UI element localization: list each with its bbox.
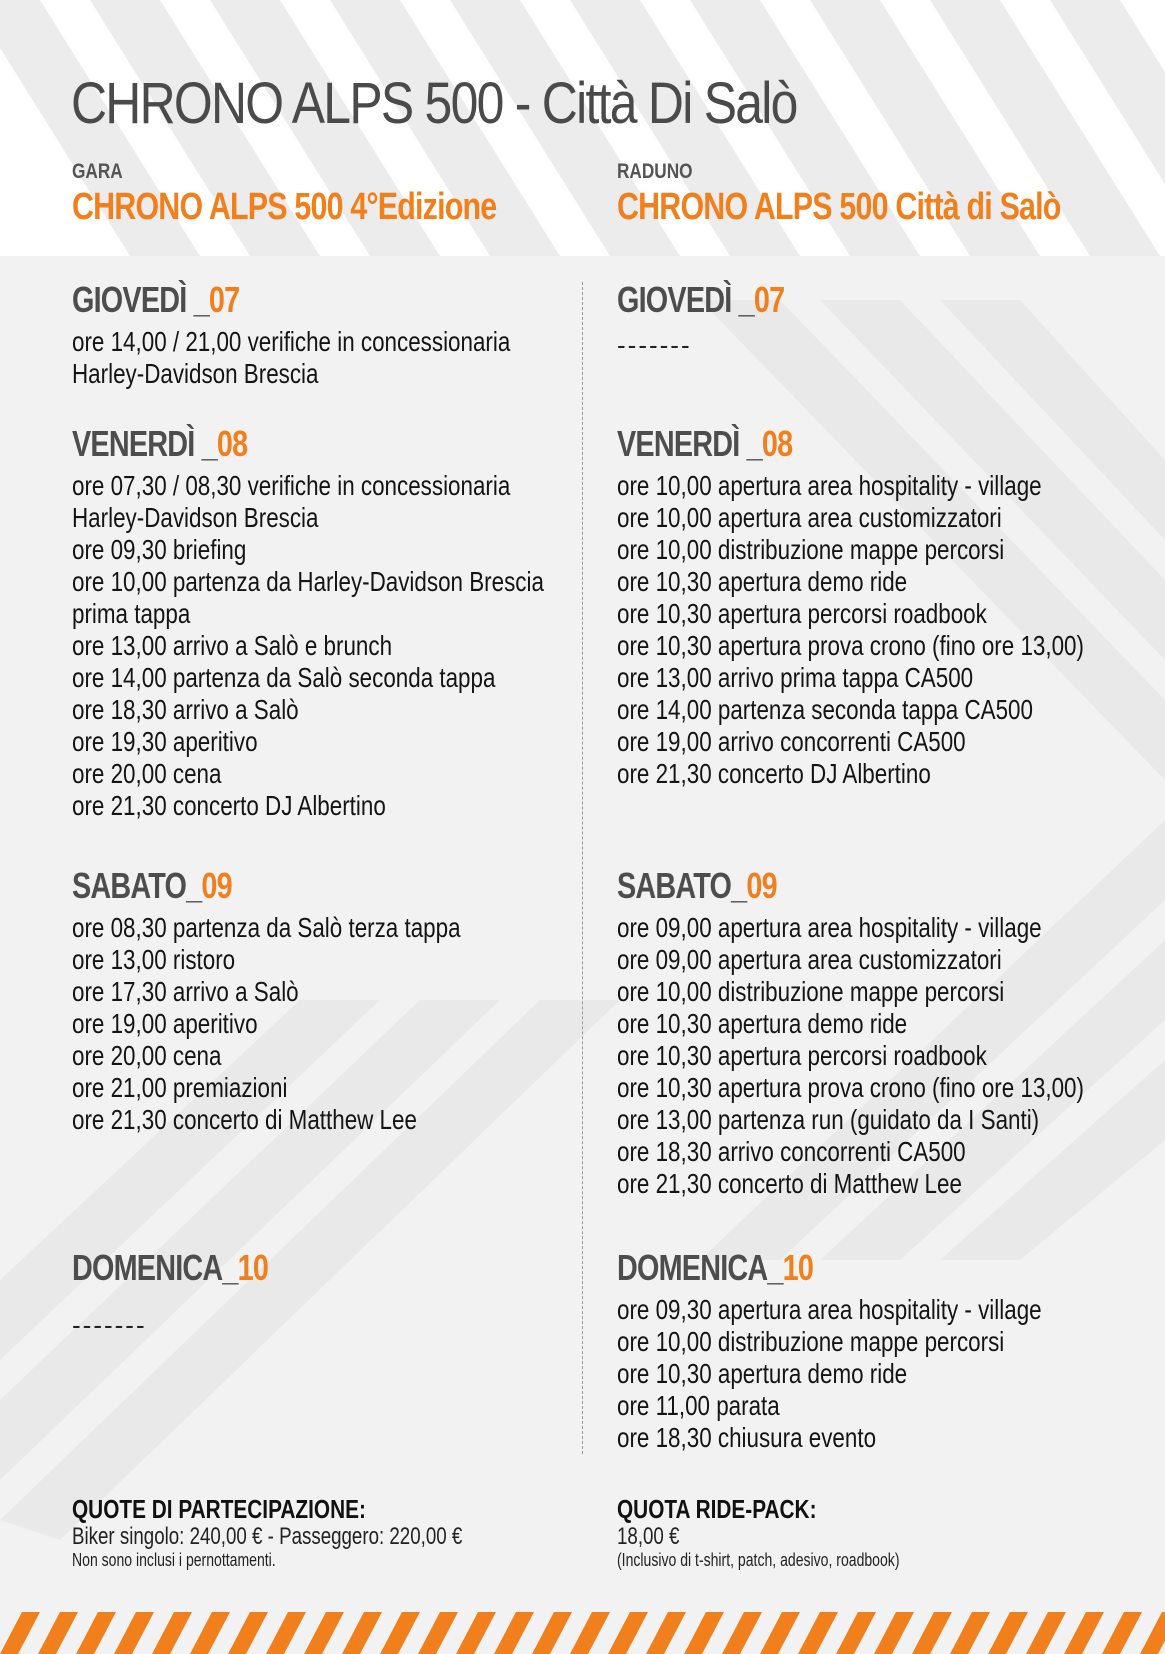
day-number: 08 <box>761 423 793 464</box>
schedule-item: ore 19,00 arrivo concorrenti CA500 <box>617 726 966 757</box>
schedule-item: ore 10,00 distribuzione mappe percorsi <box>617 534 1005 565</box>
day-number: 09 <box>201 865 232 906</box>
schedule-list <box>72 470 592 822</box>
schedule-item: ore 10,00 distribuzione mappe percorsi <box>617 976 1005 1007</box>
schedule-item: ore 14,00 / 21,00 verifiche in concessionaria <box>72 326 511 357</box>
schedule-item: Harley-Davidson Brescia <box>72 502 319 533</box>
schedule-item: ore 19,30 aperitivo <box>72 726 258 757</box>
day-heading <box>617 864 1033 908</box>
day-number: 10 <box>782 1247 814 1288</box>
schedule-list <box>617 1294 1137 1454</box>
day-heading <box>72 864 488 908</box>
right-event-title: CHRONO ALPS 500 Città di Salò <box>617 186 1061 228</box>
schedule-item: ore 10,30 apertura percorsi roadbook <box>617 598 987 629</box>
schedule-item: ore 21,30 concerto di Matthew Lee <box>617 1168 962 1199</box>
fees-note: Non sono inclusi i pernottamenti. <box>72 1550 276 1570</box>
left-event-title: CHRONO ALPS 500 4°Edizione <box>72 186 497 228</box>
no-events-placeholder: ------- <box>617 330 692 360</box>
day-name: SABATO_ <box>72 865 202 906</box>
schedule-item: ore 18,30 arrivo a Salò <box>72 694 299 725</box>
schedule-item: ore 11,00 parata <box>617 1390 780 1421</box>
schedule-item: ore 10,00 apertura area customizzatori <box>617 502 1002 533</box>
schedule-item: ore 18,30 arrivo concorrenti CA500 <box>617 1136 966 1167</box>
schedule-item: ore 18,30 chiusura evento <box>617 1422 877 1453</box>
schedule-item: ore 21,30 concerto di Matthew Lee <box>72 1104 417 1135</box>
schedule-item: ore 10,00 distribuzione mappe percorsi <box>617 1326 1005 1357</box>
schedule-item: ore 09,30 apertura area hospitality - village <box>617 1294 1042 1325</box>
schedule-list <box>617 912 1137 1200</box>
schedule-item: ore 13,00 arrivo a Salò e brunch <box>72 630 393 661</box>
title-main: CHRONO ALPS 500 <box>71 71 503 136</box>
ride-pack-price: 18,00 € <box>617 1523 680 1550</box>
schedule-item: ore 10,00 apertura area hospitality - village <box>617 470 1042 501</box>
schedule-item: ore 10,30 apertura demo ride <box>617 1358 908 1389</box>
schedule-item: ore 09,00 apertura area hospitality - village <box>617 912 1042 943</box>
schedule-item: ore 10,30 apertura prova crono (fino ore 13,00) <box>617 1072 1084 1103</box>
day-number: 10 <box>237 1247 269 1288</box>
day-name: SABATO_ <box>617 865 747 906</box>
schedule-list <box>72 326 592 390</box>
schedule-item: ore 10,30 apertura demo ride <box>617 566 908 597</box>
schedule-item: ore 20,00 cena <box>72 758 222 789</box>
ride-pack-title: QUOTA RIDE-PACK: <box>617 1494 817 1524</box>
schedule-list <box>617 470 1137 790</box>
schedule-item: prima tappa <box>72 598 191 629</box>
schedule-item: ore 14,00 partenza seconda tappa CA500 <box>617 694 1033 725</box>
schedule-item: ore 13,00 ristoro <box>72 944 236 975</box>
day-number: 09 <box>746 865 777 906</box>
schedule-item: ore 21,00 premiazioni <box>72 1072 288 1103</box>
schedule-list <box>72 912 592 1136</box>
schedule-item: ore 09,30 briefing <box>72 534 247 565</box>
day-thursday <box>617 278 1137 361</box>
schedule-item: ore 19,00 aperitivo <box>72 1008 258 1039</box>
day-thursday <box>72 278 592 390</box>
schedule-item: ore 20,00 cena <box>72 1040 222 1071</box>
schedule-item: ore 07,30 / 08,30 verifiche in concessionaria <box>72 470 511 501</box>
day-number: 07 <box>753 279 785 320</box>
schedule-item: ore 17,30 arrivo a Salò <box>72 976 299 1007</box>
schedule-item: Harley-Davidson Brescia <box>72 358 319 389</box>
day-sunday <box>617 1246 1137 1454</box>
day-number: 08 <box>216 423 248 464</box>
schedule-item: ore 10,30 apertura prova crono (fino ore 13,00) <box>617 630 1084 661</box>
fees-title: QUOTE DI PARTECIPAZIONE: <box>72 1494 366 1524</box>
ride-pack-note: (Inclusivo di t-shirt, patch, adesivo, roadbook) <box>617 1550 900 1570</box>
schedule-item: ore 13,00 partenza run (guidato da I Santi) <box>617 1104 1040 1135</box>
day-friday <box>617 422 1137 790</box>
day-name: VENERDÌ _ <box>617 423 762 464</box>
day-heading <box>617 1246 1033 1290</box>
schedule-item: ore 14,00 partenza da Salò seconda tappa <box>72 662 496 693</box>
schedule-item: ore 10,00 partenza da Harley-Davidson Brescia <box>72 566 544 597</box>
day-name: DOMENICA_ <box>617 1247 783 1288</box>
schedule-item: ore 21,30 concerto DJ Albertino <box>72 790 386 821</box>
day-heading <box>617 422 1033 466</box>
day-heading <box>617 278 1033 322</box>
fees-prices: Biker singolo: 240,00 € - Passeggero: 220,00 € <box>72 1523 463 1550</box>
schedule-item: ore 21,30 concerto DJ Albertino <box>617 758 931 789</box>
day-sunday <box>72 1246 592 1341</box>
day-number: 07 <box>208 279 240 320</box>
participation-fees <box>72 1494 592 1570</box>
title-separator: - <box>502 71 542 136</box>
title-sub: Città Di Salò <box>541 71 797 136</box>
day-heading <box>72 422 488 466</box>
day-heading <box>72 1246 488 1290</box>
day-name: GIOVEDÌ _ <box>72 279 209 320</box>
day-saturday <box>72 864 592 1136</box>
right-column-label: RADUNO <box>617 160 693 183</box>
day-heading <box>72 278 488 322</box>
no-events-placeholder: ------- <box>72 1310 147 1340</box>
page-title <box>71 70 797 137</box>
schedule-item: ore 10,30 apertura percorsi roadbook <box>617 1040 987 1071</box>
left-column-label: GARA <box>72 160 123 183</box>
schedule-item: ore 10,30 apertura demo ride <box>617 1008 908 1039</box>
schedule-item: ore 13,00 arrivo prima tappa CA500 <box>617 662 974 693</box>
ride-pack-fee <box>617 1494 1137 1570</box>
day-name: GIOVEDÌ _ <box>617 279 754 320</box>
schedule-item: ore 09,00 apertura area customizzatori <box>617 944 1002 975</box>
schedule-item: ore 08,30 partenza da Salò terza tappa <box>72 912 461 943</box>
day-name: VENERDÌ _ <box>72 423 217 464</box>
day-friday <box>72 422 592 822</box>
day-saturday <box>617 864 1137 1200</box>
day-name: DOMENICA_ <box>72 1247 238 1288</box>
